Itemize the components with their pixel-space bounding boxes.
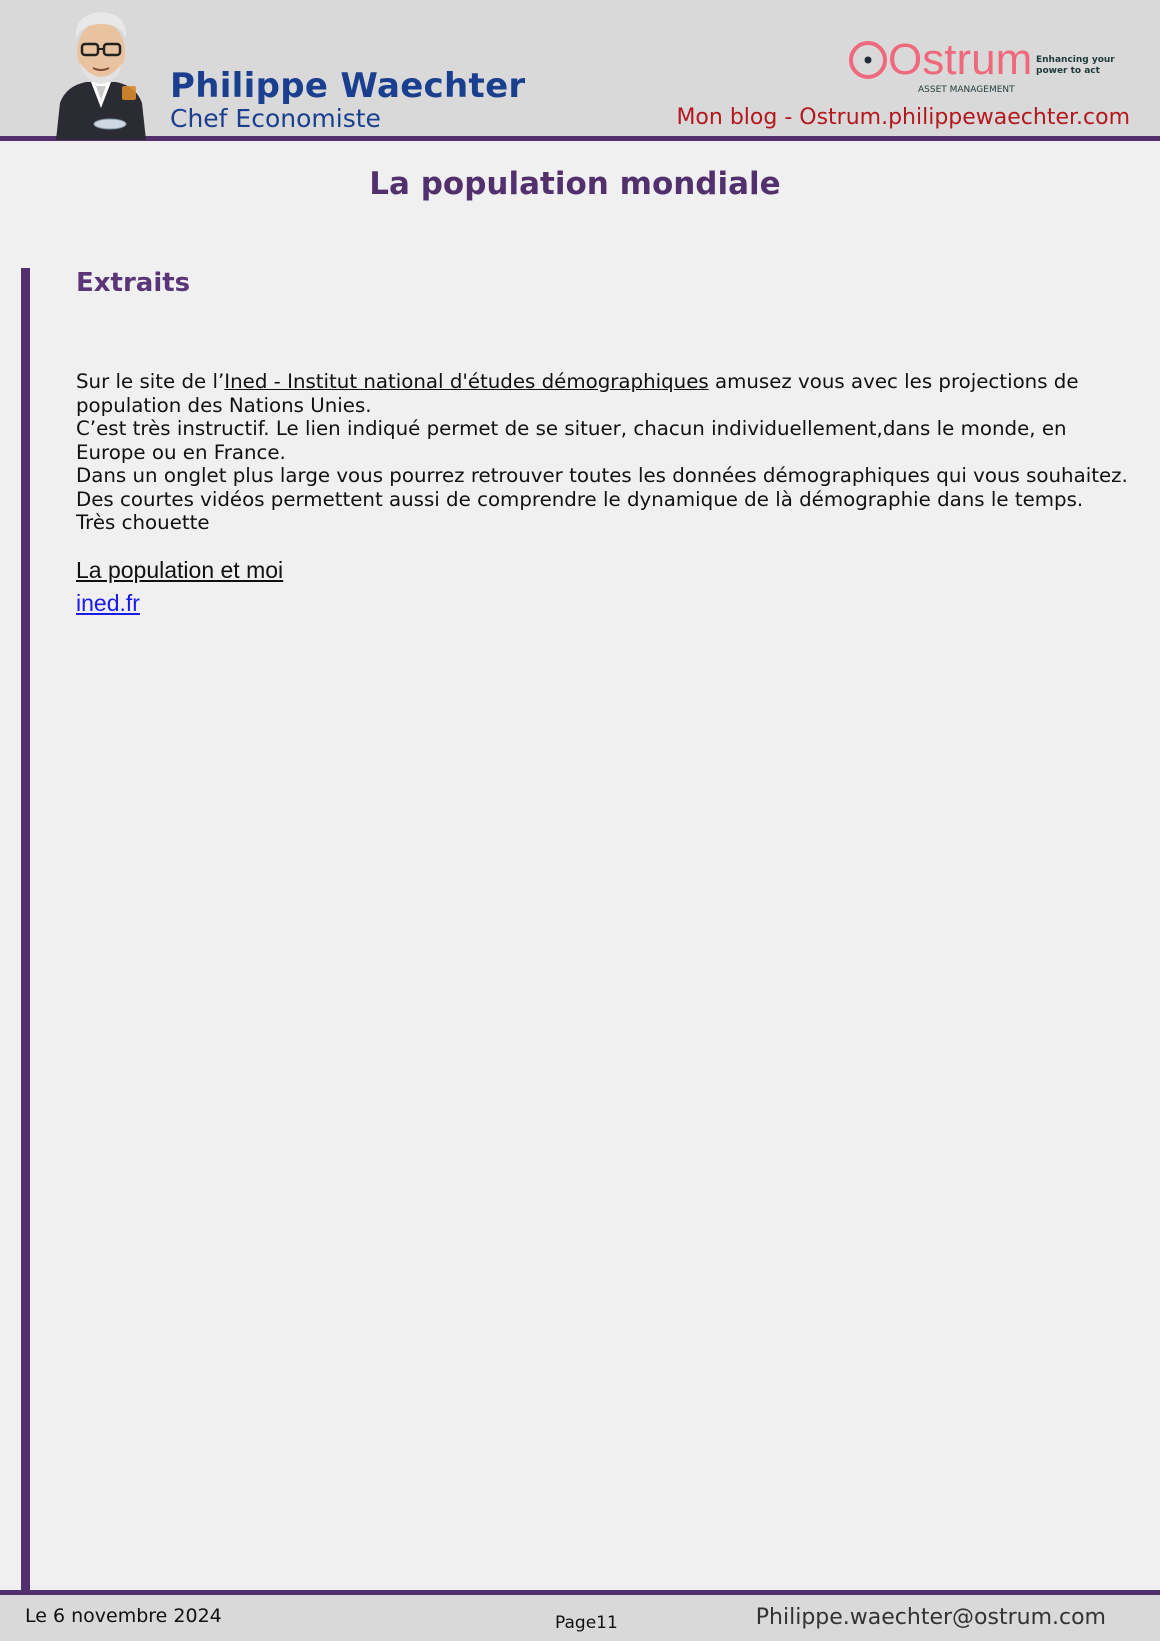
- ostrum-logo: [846, 35, 1115, 96]
- paragraph-3: Dans un onglet plus large vous pourrez retrouver toutes les données démographiques qui vous souhaitez.: [76, 464, 1128, 487]
- paragraph-1-prefix: Sur le site de l’: [76, 370, 225, 393]
- article-body: [76, 370, 1136, 535]
- author-name: Philippe Waechter: [170, 66, 526, 106]
- paragraph-1: [76, 370, 1136, 417]
- ined-inline-link[interactable]: Ined - Institut national d'études démographiques: [224, 370, 709, 393]
- population-et-moi-link[interactable]: La population et moi: [76, 557, 284, 583]
- paragraph-5: Très chouette: [76, 511, 210, 534]
- blog-link[interactable]: Mon blog - Ostrum.philippewaechter.com: [676, 105, 1130, 130]
- section-accent-bar: [21, 268, 30, 1590]
- logo-tagline-2: power to act: [1036, 66, 1100, 76]
- ined-link[interactable]: ined.fr: [76, 590, 140, 616]
- footer-page-number: Page11: [555, 1613, 618, 1633]
- page-header: [0, 0, 1160, 141]
- logo-subtitle: ASSET MANAGEMENT: [918, 85, 1015, 95]
- paragraph-2: C’est très instructif. Le lien indiqué permet de se situer, chacun individuellement,dans le monde, en Europe ou en France.: [76, 417, 1067, 464]
- logo-tagline-1: Enhancing your: [1036, 55, 1115, 65]
- author-role: Chef Economiste: [170, 104, 381, 133]
- page-title: La population mondiale: [369, 166, 781, 202]
- footer-date: Le 6 novembre 2024: [25, 1605, 222, 1627]
- logo-brand: Ostrum: [888, 35, 1033, 84]
- author-avatar: [46, 8, 156, 140]
- page-footer: [0, 1590, 1160, 1641]
- footer-email[interactable]: Philippe.waechter@ostrum.com: [755, 1605, 1106, 1630]
- section-title: Extraits: [76, 268, 191, 298]
- paragraph-4: Des courtes vidéos permettent aussi de comprendre le dynamique de là démographie dans le temps.: [76, 487, 1084, 511]
- paragraph-1-suffix: amusez vous avec les projections de population des Nations Unies.: [76, 370, 1079, 417]
